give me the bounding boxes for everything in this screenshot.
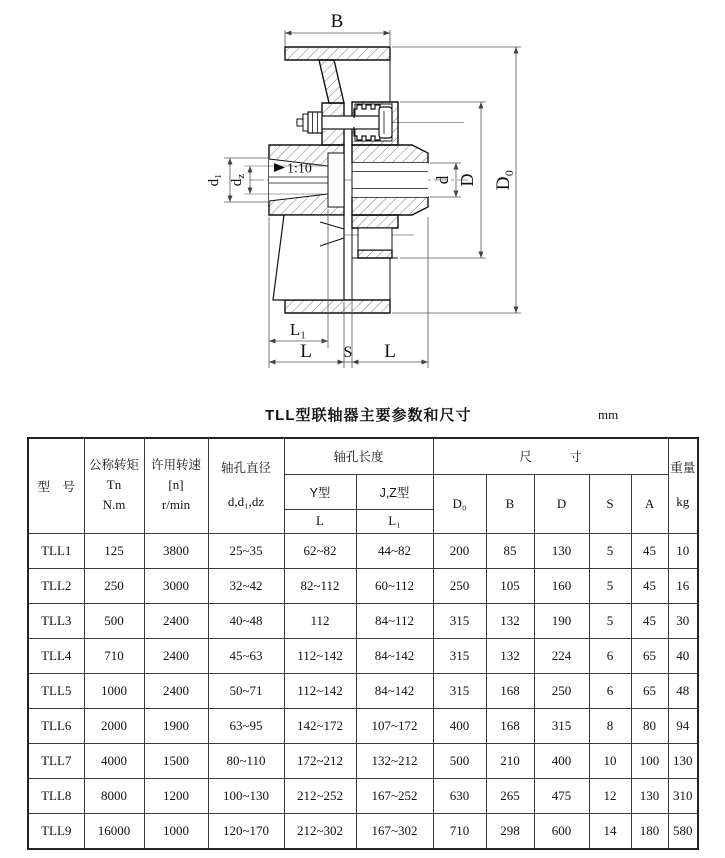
dim-label-L-left: L <box>300 341 312 362</box>
value-cell: 84~112 <box>356 603 433 638</box>
value-cell: 62~82 <box>284 533 356 568</box>
table-row <box>28 533 698 568</box>
model-cell: TLL2 <box>28 568 84 603</box>
dim-label-d: d <box>433 175 452 185</box>
value-cell: 315 <box>433 673 486 708</box>
value-cell: 132~212 <box>356 743 433 778</box>
value-cell: 40~48 <box>208 603 284 638</box>
right-hub-wall-top <box>352 145 428 163</box>
dim-label-D0: D₀ <box>493 169 514 191</box>
col-header-d0: D₀ <box>433 474 486 533</box>
dim-label-d1: d₁ <box>206 173 222 187</box>
value-cell: 1900 <box>144 708 208 743</box>
col-header-d: D <box>534 474 589 533</box>
value-cell: 12 <box>589 778 631 813</box>
pin-thread-tip <box>297 119 303 126</box>
value-cell: 500 <box>433 743 486 778</box>
pin-washer <box>303 114 308 131</box>
model-cell: TLL7 <box>28 743 84 778</box>
value-cell: 45 <box>631 568 668 603</box>
col-header-y-type: Y型 <box>284 474 356 509</box>
value-cell: 132 <box>486 603 534 638</box>
value-cell: 85 <box>486 533 534 568</box>
value-cell: 94 <box>668 708 698 743</box>
value-cell: 315 <box>433 603 486 638</box>
value-cell: 120~170 <box>208 813 284 849</box>
value-cell: 107~172 <box>356 708 433 743</box>
right-flange-lower-band <box>358 250 392 258</box>
value-cell: 30 <box>668 603 698 638</box>
value-cell: 180 <box>631 813 668 849</box>
value-cell: 130 <box>668 743 698 778</box>
col-header-s: S <box>589 474 631 533</box>
value-cell: 10 <box>668 533 698 568</box>
table-row <box>28 568 698 603</box>
value-cell: 25~35 <box>208 533 284 568</box>
value-cell: 500 <box>84 603 144 638</box>
value-cell: 142~172 <box>284 708 356 743</box>
value-cell: 32~42 <box>208 568 284 603</box>
value-cell: 112~142 <box>284 638 356 673</box>
dim-label-dz: $d_z$ <box>229 173 247 187</box>
value-cell: 65 <box>631 673 668 708</box>
value-cell: 84~142 <box>356 673 433 708</box>
torque-symbol: Tn <box>106 477 122 493</box>
value-cell: 210 <box>486 743 534 778</box>
value-cell: 60~112 <box>356 568 433 603</box>
value-cell: 50~71 <box>208 673 284 708</box>
col-header-model: 型 号 <box>28 438 84 533</box>
value-cell: 315 <box>433 638 486 673</box>
value-cell: 16 <box>668 568 698 603</box>
weight-unit: kg <box>676 494 690 510</box>
value-cell: 224 <box>534 638 589 673</box>
value-cell: 310 <box>668 778 698 813</box>
value-cell: 168 <box>486 708 534 743</box>
value-cell: 710 <box>84 638 144 673</box>
value-cell: 6 <box>589 638 631 673</box>
lower-boss <box>358 228 392 250</box>
value-cell: 112~142 <box>284 673 356 708</box>
model-cell: TLL6 <box>28 708 84 743</box>
value-cell: 315 <box>534 708 589 743</box>
parameters-table <box>27 437 699 850</box>
value-cell: 710 <box>433 813 486 849</box>
value-cell: 8000 <box>84 778 144 813</box>
table-body <box>28 533 698 849</box>
table-row <box>28 603 698 638</box>
col-header-jz-type: J,Z型 <box>356 474 433 509</box>
value-cell: 160 <box>534 568 589 603</box>
value-cell: 1500 <box>144 743 208 778</box>
dim-label-B: B <box>330 11 344 32</box>
col-header-b: B <box>486 474 534 533</box>
sleeve-end-cap <box>379 107 392 138</box>
value-cell: 2400 <box>144 673 208 708</box>
value-cell: 475 <box>534 778 589 813</box>
col-header-weight <box>668 438 698 533</box>
col-header-torque <box>84 438 144 533</box>
speed-symbol: [n] <box>168 477 184 493</box>
coupling-section-drawing <box>0 0 725 398</box>
lower-spoke <box>273 215 344 300</box>
unit-label: mm <box>598 407 619 422</box>
table-row <box>28 813 698 849</box>
table-row <box>28 638 698 673</box>
value-cell: 8 <box>589 708 631 743</box>
col-header-dimensions: 尺 寸 <box>433 438 668 474</box>
value-cell: 100 <box>631 743 668 778</box>
dim-label-D: D <box>457 173 477 187</box>
col-header-bore-diameter <box>208 438 284 533</box>
value-cell: 45 <box>631 603 668 638</box>
value-cell: 250 <box>534 673 589 708</box>
taper-label: 1:10 <box>287 161 312 177</box>
value-cell: 4000 <box>84 743 144 778</box>
value-cell: 65 <box>631 638 668 673</box>
value-cell: 630 <box>433 778 486 813</box>
col-header-speed <box>144 438 208 533</box>
bore-symbols: d,d₁,dz <box>227 494 265 510</box>
value-cell: 40 <box>668 638 698 673</box>
value-cell: 2000 <box>84 708 144 743</box>
pin-body <box>322 116 384 129</box>
value-cell: 400 <box>534 743 589 778</box>
value-cell: 250 <box>84 568 144 603</box>
value-cell: 250 <box>433 568 486 603</box>
dim-label-L1: L₁ <box>289 320 307 339</box>
hub-face-recess <box>328 153 344 207</box>
value-cell: 44~82 <box>356 533 433 568</box>
value-cell: 63~95 <box>208 708 284 743</box>
value-cell: 10 <box>589 743 631 778</box>
value-cell: 130 <box>534 533 589 568</box>
right-hub-wall-bottom <box>352 197 428 215</box>
value-cell: 2400 <box>144 638 208 673</box>
model-cell: TLL5 <box>28 673 84 708</box>
torque-title: 公称转矩 <box>88 457 139 472</box>
col-header-L1: L₁ <box>356 509 433 533</box>
table-title: TLL型联轴器主要参数和尺寸 <box>265 407 472 424</box>
value-cell: 80 <box>631 708 668 743</box>
brake-wheel-rim-top <box>285 47 390 60</box>
speed-title: 许用转速 <box>150 457 201 472</box>
col-header-a: A <box>631 474 668 533</box>
value-cell: 3000 <box>144 568 208 603</box>
dim-label-L-right: L <box>384 341 396 362</box>
pin-nut <box>308 112 322 133</box>
brake-wheel-rim-bottom <box>285 300 390 313</box>
table-row <box>28 743 698 778</box>
value-cell: 1200 <box>144 778 208 813</box>
table-row <box>28 778 698 813</box>
value-cell: 1000 <box>144 813 208 849</box>
model-cell: TLL1 <box>28 533 84 568</box>
value-cell: 190 <box>534 603 589 638</box>
value-cell: 45~63 <box>208 638 284 673</box>
value-cell: 105 <box>486 568 534 603</box>
value-cell: 580 <box>668 813 698 849</box>
value-cell: 168 <box>486 673 534 708</box>
value-cell: 167~252 <box>356 778 433 813</box>
value-cell: 84~142 <box>356 638 433 673</box>
value-cell: 265 <box>486 778 534 813</box>
right-flange-lower-plate <box>352 215 398 228</box>
model-cell: TLL8 <box>28 778 84 813</box>
value-cell: 200 <box>433 533 486 568</box>
value-cell: 400 <box>433 708 486 743</box>
value-cell: 48 <box>668 673 698 708</box>
value-cell: 2400 <box>144 603 208 638</box>
value-cell: 5 <box>589 568 631 603</box>
brake-wheel-web <box>319 60 344 103</box>
speed-unit: r/min <box>161 497 191 513</box>
weight-title: 重量 <box>670 460 696 475</box>
col-header-bore-length: 轴孔长度 <box>284 438 433 474</box>
value-cell: 112 <box>284 603 356 638</box>
col-header-L: L <box>284 509 356 533</box>
value-cell: 14 <box>589 813 631 849</box>
value-cell: 3800 <box>144 533 208 568</box>
model-cell: TLL4 <box>28 638 84 673</box>
value-cell: 1000 <box>84 673 144 708</box>
value-cell: 600 <box>534 813 589 849</box>
value-cell: 100~130 <box>208 778 284 813</box>
value-cell: 82~112 <box>284 568 356 603</box>
torque-unit: N.m <box>102 497 126 513</box>
value-cell: 5 <box>589 603 631 638</box>
value-cell: 6 <box>589 673 631 708</box>
model-cell: TLL9 <box>28 813 84 849</box>
dim-label-S: S <box>343 344 353 361</box>
value-cell: 125 <box>84 533 144 568</box>
value-cell: 167~302 <box>356 813 433 849</box>
value-cell: 172~212 <box>284 743 356 778</box>
value-cell: 130 <box>631 778 668 813</box>
value-cell: 5 <box>589 533 631 568</box>
value-cell: 16000 <box>84 813 144 849</box>
model-cell: TLL3 <box>28 603 84 638</box>
value-cell: 212~252 <box>284 778 356 813</box>
value-cell: 80~110 <box>208 743 284 778</box>
value-cell: 298 <box>486 813 534 849</box>
value-cell: 132 <box>486 638 534 673</box>
right-bore <box>352 163 428 197</box>
value-cell: 212~302 <box>284 813 356 849</box>
table-row <box>28 673 698 708</box>
table-row <box>28 708 698 743</box>
bore-title: 轴孔直径 <box>220 460 271 475</box>
value-cell: 45 <box>631 533 668 568</box>
